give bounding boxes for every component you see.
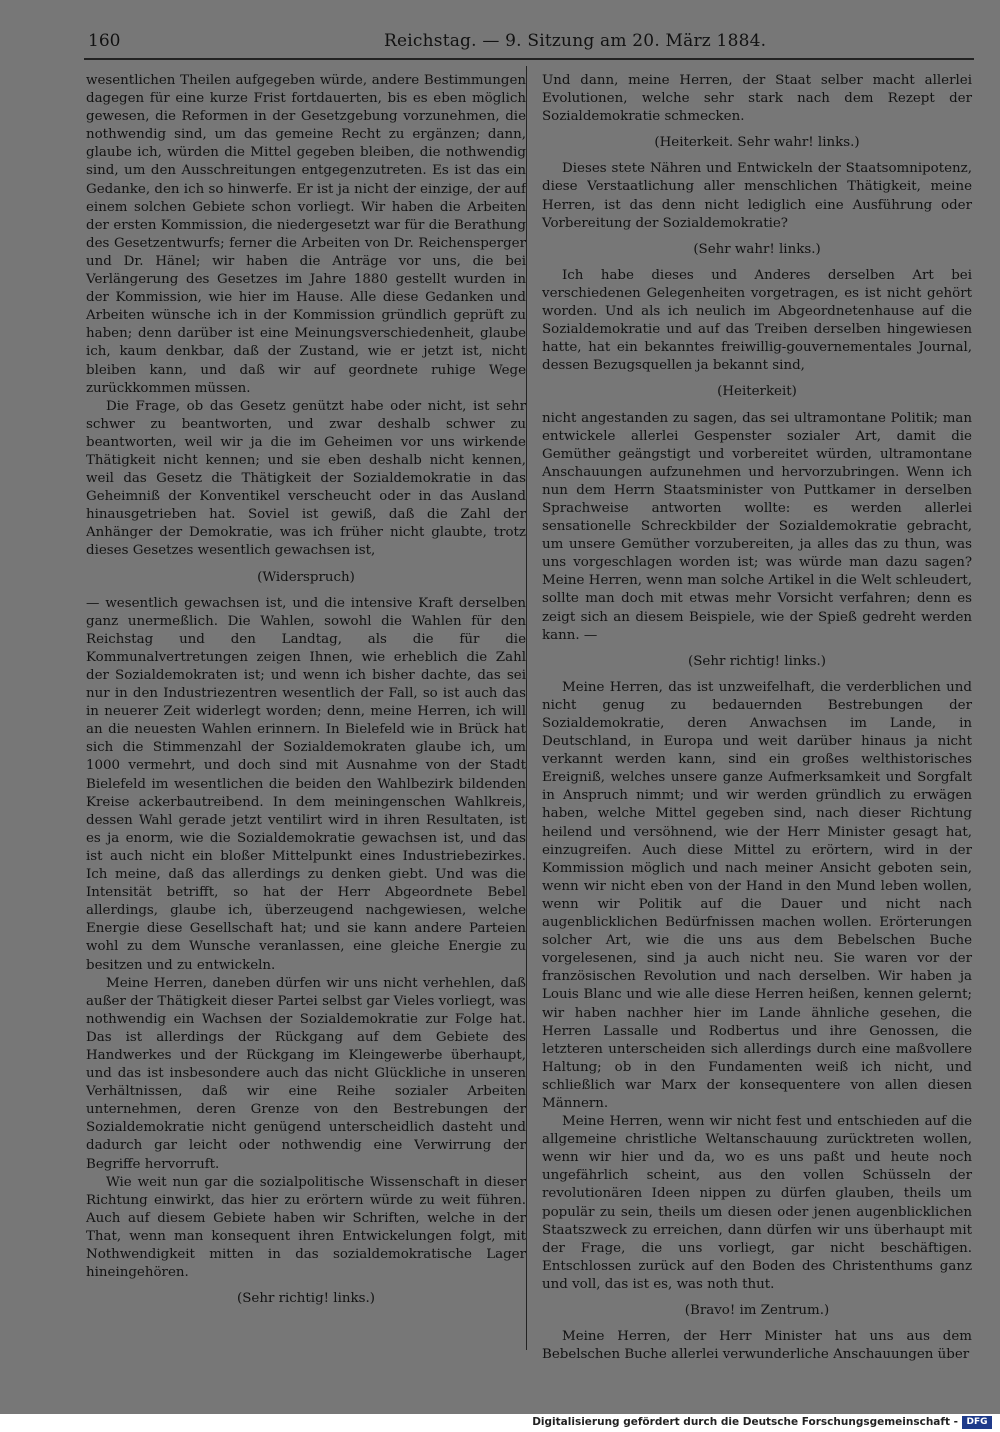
right-paragraph: Ich habe dieses und Anderes derselben Art bei verschiedenen Gelegenheiten vorgetragen, es ist nicht gehört worden. Und als ich neulich im Abgeordnetenhause auf die Sozialdemokratie und auf das Treiben derselben hingewiesen hatte, hat ein bekanntes freiwillig-gouvernementales Journal, dessen Bezugsquellen ja bekannt sind, xyxy=(542,267,972,374)
right-paragraph: Und dann, meine Herren, der Staat selber macht allerlei Evolutionen, welche sehr stark nach dem Rezept der Sozialdemokratie schmecken. xyxy=(542,73,972,125)
column-divider xyxy=(526,66,527,1350)
left-paragraph: — wesentlich gewachsen ist, und die intensive Kraft derselben ganz unermeßlich. Die Wahlen, sowohl die Wahlen für den Reichstag und den Landtag, als die für die Kommunalvertretungen zeigen Ihnen, wie erheblich die Zahl der Sozialdemokraten ist; und wenn ich bisher dachte, das sei nur in den Industriezentren wesentlich der Fall, so ist auch das in neuerer Zeit widerlegt worden; denn, meine Herren, ich will an die neuesten Wahlen erinnern. In Bielefeld wie in Brück hat sich die Stimmenzahl der Sozialdemokraten glaube ich, um 1000 vermehrt, und doch sind mit Ausnahme von der Stadt Bielefeld im wesentlichen die beiden den Wahlbezirk bildenden Kreise ackerbautreibend. In dem meiningenschen Wahlkreis, dessen Wahl gerade jetzt ventilirt wird in ihren Resultaten, ist es ja enorm, wie die Sozialdemokratie gewachsen ist, und das ist auch nicht ein bloßer Mittelpunkt eines Industriebezirkes. Ich meine, daß das allerdings zu denken giebt. Und was die Intensität betrifft, so hat der Herr Abgeordnete Bebel allerdings, glaube ich, überzeugend nachgewiesen, welche Energie diese Gesellschaft hat; und sie kann andere Parteien wohl zu dem Wunsche veranlassen, eine gleiche Energie zu besitzen und zu entwickeln. xyxy=(86,595,526,973)
right-paragraph: Meine Herren, das ist unzweifelhaft, die verderblichen und nicht genug zu bedauernden Bestrebungen der Sozialdemokratie, deren Anwachsen im Lande, in Deutschland, in Europa und weit darüber hinaus ja nicht verkannt werden kann, sind ein großes welthistorisches Ereigniß, welches unsere ganze Aufmerksamkeit und Sorgfalt in Anspruch nimmt; und wir werden gründlich zu erwägen haben, welche Mittel gegeben sind, nach dieser Richtung heilend und versöhnend, wie der Herr Minister gesagt hat, einzugreifen. Auch diese Mittel zu erörtern, wird in der Kommission möglich und nach meiner Ansicht geboten sein, wenn wir nicht eben von der Hand in den Mund leben wollen, wenn wir Politik auf die Dauer und nicht nach augenblicklichen Bedürfnissen machen wollen. Erörterungen solcher Art, wie die uns aus dem Bebelschen Buche vorgelesenen, sind ja auch nicht neu. Sie waren vor der französischen Revolution und nach derselben. Wir haben ja Louis Blanc und wie alle diese Herren heißen, kennen gelernt; wir haben nachher hier im Lande ähnliche gesehen, die Herren Lassalle und Rodbertus und ihre Genossen, die letzteren unterscheiden sich allerdings durch eine maßvollere Haltung; ob in den Fundamenten weiß ich nicht, und schließlich war Marx der konsequentere von allen diesen Männern. xyxy=(542,679,972,1111)
right-paragraph: nicht angestanden zu sagen, das sei ultramontane Politik; man entwickele allerlei Gespenster sozialer Art, damit die Gemüther geängstigt und vorbereitet würden, ultramontane Anschauungen aufzunehmen und hervorzubringen. Wenn ich nun dem Herrn Staatsminister von Puttkamer in derselben Sprachweise antworten wollte: es werden allerlei sensationelle Schreckbilder der Sozialdemokratie gebracht, um unsere Gemüther vorzubereiten, ja alles das zu thun, was uns vorgeschlagen worden ist; was würde man dazu sagen? Meine Herren, wenn man solche Artikel in die Welt schleudert, sollte man doch mit etwas mehr Vorsicht verfahren; denn es zeigt sich an diesem Beispiele, wie der Spieß gedreht werden kann. — xyxy=(542,410,972,643)
right-paragraph: Dieses stete Nähren und Entwickeln der Staatsomnipotenz, diese Verstaatlichung aller menschlichen Thätigkeit, meine Herren, ist das denn nicht lediglich eine Ausführung oder Vorbereitung der Sozialdemokratie? xyxy=(542,161,972,231)
left-paragraph: Meine Herren, daneben dürfen wir uns nicht verhehlen, daß außer der Thätigkeit dieser Partei selbst gar Vieles vorliegt, was nothwendig ein Wachsen der Sozialdemokratie zur Folge hat. Das ist allerdings der Rückgang auf dem Gebiete des Handwerkes und der Rückgang im Kleingewerbe überhaupt, und das ist insbesondere auch das nicht Glückliche in unseren Verhältnissen, daß wir eine Reihe sozialer Arbeiten unternehmen, deren Grenze von den Bestrebungen der Sozialdemokratie nicht genügend unterscheidlich dasteht und dadurch gar leicht oder nothwendig eine Verwirrung der Begriffe hervorruft. xyxy=(86,975,526,1172)
left-paragraph: wesentlichen Theilen aufgegeben würde, andere Bestimmungen dagegen für eine kurze Frist fortdauerten, bis es eben möglich gewesen, die Reformen in der Gesetzgebung vorzunehmen, die nothwendig sind, um das gemeine Recht zu ergänzen; dann, glaube ich, würden die Mittel gegeben bleiben, die nothwendig sind, um den Ausschreitungen entgegenzutreten. Es ist das ein Gedanke, den ich so hinwerfe. Er ist ja nicht der einzige, der auf einem solchen Gebiete schon vorliegt. Wir haben die Arbeiten der ersten Kommission, die niedergesetzt war für die Berathung des Gesetzentwurfs; ferner die Arbeiten von Dr. Reichensperger und Dr. Hänel; wir haben die Anträge vor uns, die bei Verlängerung des Gesetzes im Jahre 1880 gestellt wurden in der Kommission, wie hier im Hause. Alle diese Gedanken und Arbeiten wünsche ich in der Kommission gründlich geprüft zu haben; denn darüber ist eine Meinungsverschiedenheit, glaube ich, kaum denkbar, daß der Zustand, wie er jetzt ist, nicht bleiben kann, und daß wir auf geordnete ruhige Wege zurückkommen müssen. xyxy=(86,73,526,396)
footer-bar xyxy=(0,1414,1000,1432)
right-interjection: (Heiterkeit. Sehr wahr! links.) xyxy=(654,135,860,151)
right-interjection: (Sehr richtig! links.) xyxy=(688,653,826,669)
right-interjection: (Sehr wahr! links.) xyxy=(693,241,821,257)
right-column xyxy=(542,72,972,1364)
footer-credit: Digitalisierung gefördert durch die Deutsche Forschungsgemeinschaft - xyxy=(532,1416,958,1428)
left-column xyxy=(86,72,526,1316)
left-interjection: (Sehr richtig! links.) xyxy=(237,1291,375,1307)
right-paragraph: Meine Herren, der Herr Minister hat uns aus dem Bebelschen Buche allerlei verwunderliche Anschauungen über xyxy=(542,1329,972,1363)
right-paragraph: Meine Herren, wenn wir nicht fest und entschieden auf die allgemeine christliche Weltanschauung zurücktreten wollen, wenn wir hier und da, wo es uns paßt und heute noch ungefährlich scheint, aus den vollen Schüsseln der revolutionären Ideen nippen zu dürfen glauben, theils um populär zu sein, theils um diesen oder jenen augenblicklichen Staatszweck zu erreichen, dann dürfen wir uns überhaupt mit der Frage, die uns vorliegt, gar nicht beschäftigen. Entschlossen zurück auf den Boden des Christenthums ganz und voll, das ist es, was noth thut. xyxy=(542,1114,972,1292)
right-interjection: (Bravo! im Zentrum.) xyxy=(684,1303,830,1318)
left-paragraph: Wie weit nun gar die sozialpolitische Wissenschaft in dieser Richtung einwirkt, das hier zu erörtern würde zu weit führen. Auch auf diesem Gebiete haben wir Schriften, welche in der That, wenn man konsequent ihren Entwickelungen folgt, mit Nothwendigkeit mitten in das sozialdemokratische Lager hineingehören. xyxy=(86,1174,526,1281)
page-header xyxy=(84,28,974,60)
page-number: 160 xyxy=(88,31,121,51)
running-title: Reichstag. — 9. Sitzung am 20. März 1884. xyxy=(384,31,767,51)
right-interjection: (Heiterkeit) xyxy=(717,384,797,400)
left-paragraph: Die Frage, ob das Gesetz genützt habe oder nicht, ist sehr schwer zu beantworten, und zwar deshalb schwer zu beantworten, weil wir ja die im Geheimen vor uns wirkende Thätigkeit nicht kennen; und sie eben deshalb nicht kennen, weil das Gesetz die Thätigkeit der Sozialdemokratie in das Geheimniß der Konventikel verscheucht oder in das Ausland hinausgetrieben hat. Soviel ist gewiß, daß die Zahl der Anhänger der Demokratie, was ich früher nicht glaubte, trotz dieses Gesetzes wesentlich gewachsen ist, xyxy=(86,398,526,559)
dfg-logo-icon: DFG xyxy=(962,1416,992,1429)
left-interjection: (Widerspruch) xyxy=(257,569,355,585)
